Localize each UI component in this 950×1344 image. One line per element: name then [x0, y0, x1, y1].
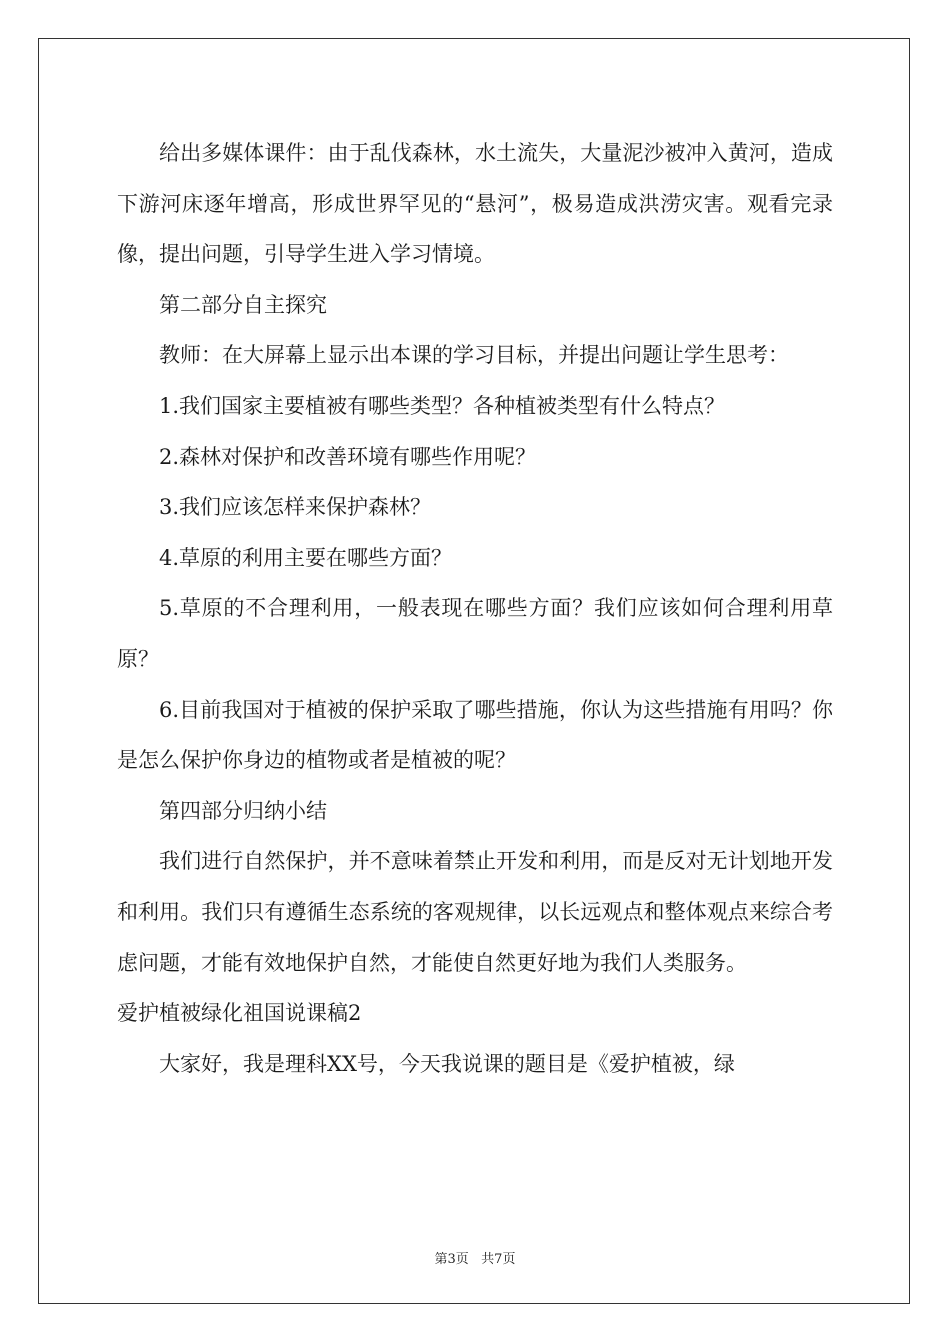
document-body: [117, 128, 833, 1089]
paragraph-summary: 我们进行自然保护，并不意味着禁止开发和利用，而是反对无计划地开发和利用。我们只有遵循生态系统的客观规律，以长远观点和整体观点来综合考虑问题，才能有效地保护自然，才能使自然更好地为我们人类服务。: [117, 849, 833, 975]
question-item: 4.草原的利用主要在哪些方面？: [159, 545, 453, 570]
question-item: 5.草原的不合理利用，一般表现在哪些方面？我们应该如何合理利用草原？: [117, 596, 833, 671]
page-footer: 第3页 共7页: [434, 1252, 516, 1267]
paragraph-opening: 大家好，我是理科XX号，今天我说课的题目是《爱护植被，绿: [159, 1051, 735, 1076]
paragraph-teacher: 教师：在大屏幕上显示出本课的学习目标，并提出问题让学生思考：: [159, 343, 789, 368]
question-item: 6.目前我国对于植被的保护采取了哪些措施，你认为这些措施有用吗？你是怎么保护你身边的植物或者是植被的呢？: [117, 697, 833, 773]
section-heading-part-four: 第四部分归纳小结: [159, 798, 327, 823]
question-item: 1.我们国家主要植被有哪些类型？各种植被类型有什么特点？: [159, 393, 726, 418]
question-item: 3.我们应该怎样来保护森林？: [159, 495, 432, 520]
document-title-2: 爱护植被绿化祖国说课稿2: [117, 1001, 362, 1026]
paragraph-intro: 给出多媒体课件：由于乱伐森林，水土流失，大量泥沙被冲入黄河，造成下游河床逐年增高，形成世界罕见的“悬河”，极易造成洪涝灾害。观看完录像，提出问题，引导学生进入学习情境。: [117, 141, 833, 267]
section-heading-part-two: 第二部分自主探究: [159, 292, 327, 317]
question-item: 2.森林对保护和改善环境有哪些作用呢？: [159, 444, 537, 469]
